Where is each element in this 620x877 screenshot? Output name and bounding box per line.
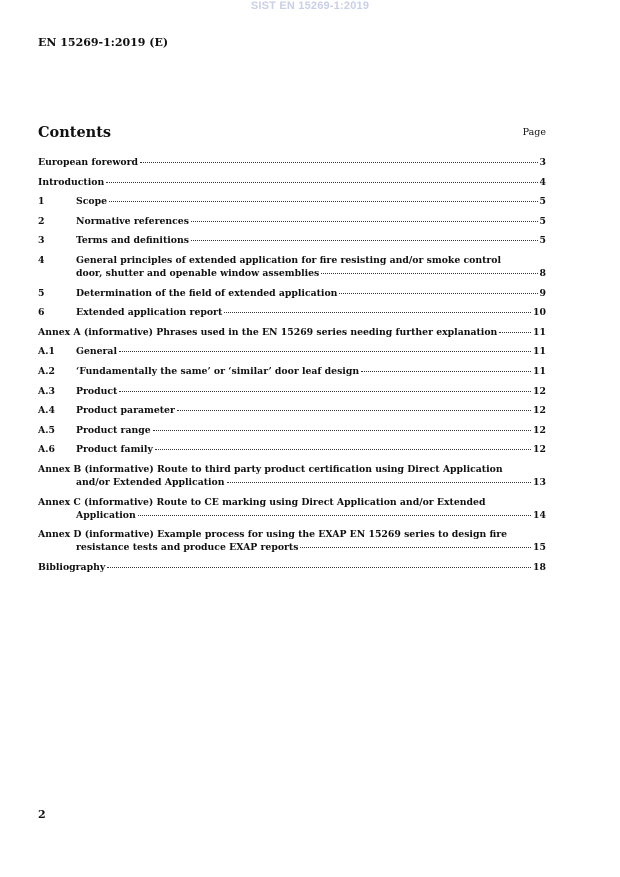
- toc-entry-title-line: Annex C (informative) Route to CE marking using Direct Application and/or Extended: [38, 496, 486, 508]
- toc-entry-page: 3: [539, 157, 546, 168]
- dot-leader: [119, 351, 531, 352]
- toc-entry-title: Product parameter: [76, 405, 175, 417]
- toc-entry[interactable]: [38, 306, 546, 319]
- toc-entry-page: 11: [533, 326, 546, 338]
- toc-entry-page: 12: [533, 405, 546, 417]
- toc-entry[interactable]: [38, 326, 546, 339]
- toc-entry-title: Annex A (informative) Phrases used in the EN 15269 series needing further explanation: [38, 326, 498, 338]
- watermark: SIST EN 15269-1:2019: [250, 0, 370, 12]
- toc-entry-title: Introduction: [38, 176, 105, 188]
- toc-entry[interactable]: [38, 215, 546, 228]
- dot-leader: [499, 332, 531, 333]
- dot-leader: [106, 182, 537, 183]
- contents-heading: [38, 122, 546, 141]
- toc-entry-page: 12: [533, 444, 546, 456]
- toc-entry[interactable]: [38, 496, 546, 522]
- toc-entry[interactable]: [38, 404, 546, 417]
- toc-entry-number: A.1: [38, 346, 55, 358]
- toc-entry-title: Product: [76, 385, 118, 397]
- dot-leader: [227, 482, 532, 483]
- dot-leader: [138, 515, 531, 516]
- toc-entry-number: 3: [38, 235, 45, 247]
- toc-entry-number: 4: [38, 254, 45, 266]
- toc-entry[interactable]: [38, 365, 546, 378]
- toc-entry-title-line: General principles of extended application for fire resisting and/or smoke control: [76, 254, 502, 266]
- toc-entry-number: A.4: [38, 405, 55, 417]
- toc-entry-page: 5: [539, 196, 546, 208]
- toc-entry-title: ‘Fundamentally the same’ or ‘similar’ door leaf design: [76, 365, 360, 377]
- dot-leader: [119, 391, 531, 392]
- toc-entry[interactable]: [38, 195, 546, 208]
- table-of-contents: [38, 156, 546, 580]
- toc-entry-page: 11: [533, 346, 546, 358]
- toc-entry-number: 6: [38, 307, 45, 319]
- dot-leader: [339, 293, 537, 294]
- toc-entry-page: 5: [539, 235, 546, 247]
- dot-leader: [177, 410, 531, 411]
- contents-title: Contents: [38, 124, 112, 141]
- dot-leader: [300, 547, 531, 548]
- toc-entry-page: 15: [533, 542, 546, 554]
- dot-leader: [155, 449, 531, 450]
- toc-entry-page: 12: [533, 424, 546, 436]
- toc-entry-number: 5: [38, 287, 45, 299]
- dot-leader: [361, 371, 531, 372]
- toc-entry[interactable]: [38, 287, 546, 300]
- toc-entry-title: door, shutter and openable window assemblies: [76, 267, 320, 279]
- toc-entry-title: Extended application report: [76, 307, 223, 319]
- toc-entry-title-line: Annex D (informative) Example process for using the EXAP EN 15269 series to design fire: [38, 529, 508, 541]
- toc-entry-page: 13: [533, 476, 546, 488]
- toc-entry-title: Scope: [76, 196, 107, 208]
- toc-entry-number: A.6: [38, 444, 55, 456]
- toc-entry-title: resistance tests and produce EXAP reports: [76, 542, 299, 554]
- page-number: 2: [38, 808, 46, 821]
- toc-entry[interactable]: [38, 254, 546, 280]
- toc-entry-title: Product range: [76, 424, 151, 436]
- toc-entry[interactable]: [38, 385, 546, 398]
- toc-entry-title: Application: [76, 509, 136, 521]
- toc-entry-page: 9: [539, 287, 546, 299]
- toc-entry[interactable]: [38, 345, 546, 358]
- dot-leader: [153, 430, 531, 431]
- document-id: EN 15269-1:2019 (E): [38, 36, 169, 49]
- toc-entry-page: 11: [533, 365, 546, 377]
- toc-entry-title: General: [76, 346, 117, 358]
- toc-entry-page: 10: [533, 307, 546, 319]
- toc-entry-number: A.2: [38, 365, 55, 377]
- toc-entry-number: 2: [38, 215, 45, 227]
- dot-leader: [321, 273, 537, 274]
- toc-entry-title: Terms and definitions: [76, 235, 189, 247]
- toc-entry-page: 5: [539, 215, 546, 227]
- toc-entry[interactable]: [38, 424, 546, 437]
- toc-entry[interactable]: [38, 234, 546, 247]
- toc-entry-title: and/or Extended Application: [76, 476, 225, 488]
- page-column-label: Page: [522, 127, 546, 138]
- toc-entry-number: 1: [38, 196, 45, 208]
- toc-entry-page: 18: [533, 561, 546, 573]
- toc-entry-title: European foreword: [38, 157, 138, 168]
- dot-leader: [191, 221, 538, 222]
- toc-entry-title: Product family: [76, 444, 153, 456]
- dot-leader: [109, 201, 538, 202]
- toc-entry-title-line: Annex B (informative) Route to third party product certification using Direct Application: [38, 463, 503, 475]
- toc-entry[interactable]: [38, 528, 546, 554]
- toc-entry-number: A.3: [38, 385, 55, 397]
- dot-leader: [191, 240, 538, 241]
- toc-entry-page: 12: [533, 385, 546, 397]
- dot-leader: [224, 312, 531, 313]
- toc-entry-page: 14: [533, 509, 546, 521]
- toc-entry[interactable]: [38, 443, 546, 456]
- toc-entry[interactable]: [38, 463, 546, 489]
- toc-entry-page: 4: [539, 176, 546, 188]
- toc-entry[interactable]: [38, 156, 546, 169]
- dot-leader: [140, 162, 538, 163]
- toc-entry-page: 8: [539, 267, 546, 279]
- dot-leader: [107, 567, 531, 568]
- toc-entry-number: A.5: [38, 424, 55, 436]
- toc-entry[interactable]: [38, 176, 546, 189]
- toc-entry-title: Normative references: [76, 215, 189, 227]
- toc-entry-title: Bibliography: [38, 561, 106, 573]
- toc-entry-title: Determination of the field of extended application: [76, 287, 338, 299]
- toc-entry[interactable]: [38, 561, 546, 574]
